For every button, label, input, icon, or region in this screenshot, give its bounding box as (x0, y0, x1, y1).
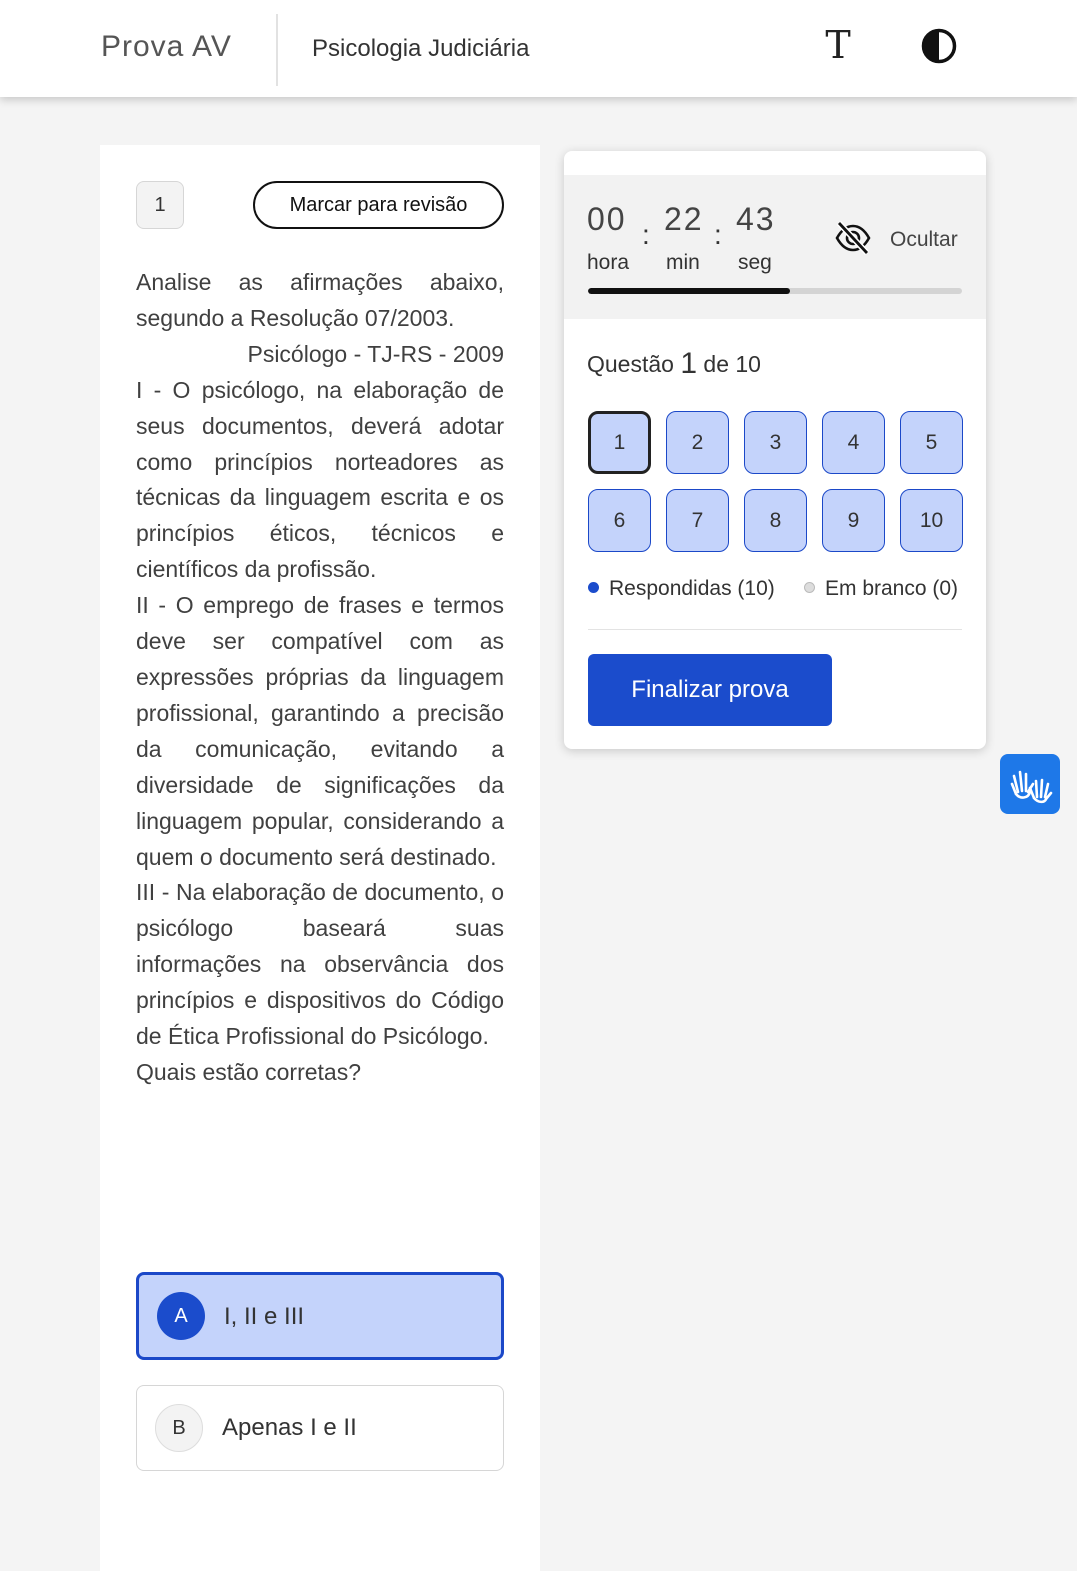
legend-answered (588, 577, 775, 601)
timer-seconds-label: seg (738, 251, 772, 274)
timer-hours-label: hora (587, 251, 630, 274)
option-text: Apenas I e II (222, 1414, 357, 1441)
question-nav-button[interactable]: 1 (588, 411, 651, 474)
sign-language-button[interactable] (1000, 754, 1060, 814)
answer-option-b[interactable] (136, 1385, 504, 1471)
question-nav-button[interactable]: 5 (900, 411, 963, 474)
contrast-icon[interactable] (921, 28, 957, 64)
counter-suffix: de 10 (703, 351, 761, 377)
subject-title: Psicologia Judiciária (312, 35, 530, 62)
question-statement (136, 265, 504, 1091)
timer-minutes-label: min (666, 251, 700, 274)
statement-item: III - Na elaboração de documento, o psicólogo baseará suas informações na observância dos princípios e dispositivos do Código de Ética Profissional do Psicólogo. (136, 879, 504, 1050)
question-number-badge: 1 (136, 181, 184, 229)
legend-answered-label: Respondidas (10) (609, 577, 775, 600)
timer-separator: : (642, 219, 650, 250)
answer-option-a[interactable] (136, 1272, 504, 1360)
timer-minutes: 22 (664, 201, 704, 237)
counter-current: 1 (680, 347, 698, 380)
sign-language-hands-icon (1000, 754, 1060, 814)
answered-dot-icon (588, 582, 599, 593)
brand-title: Prova AV (101, 30, 232, 63)
question-intro: Analise as afirmações abaixo, segundo a Resolução 07/2003. (136, 269, 504, 331)
timer-seconds: 43 (736, 201, 776, 237)
question-source: Psicólogo - TJ-RS - 2009 (247, 340, 504, 367)
statement-item: II - O emprego de frases e termos deve ser compatível com as expressões próprias da linguagem profissional, garantindo a precisão da comunicação, evitando a diversidade de significações da linguagem popular, considerando a quem o documento será destinado. (136, 592, 504, 870)
timer-separator: : (714, 219, 722, 250)
header-divider (276, 14, 278, 86)
top-bar (0, 0, 1077, 97)
time-progress-fill (588, 288, 790, 294)
option-text: I, II e III (224, 1303, 305, 1330)
question-nav-button[interactable]: 3 (744, 411, 807, 474)
question-nav-button[interactable]: 10 (900, 489, 963, 552)
finish-exam-button[interactable]: Finalizar prova (588, 654, 832, 726)
question-nav-button[interactable]: 8 (744, 489, 807, 552)
blank-dot-icon (804, 582, 815, 593)
question-counter (587, 347, 761, 381)
legend-blank-label: Em branco (0) (825, 577, 959, 600)
question-nav-button[interactable]: 6 (588, 489, 651, 552)
question-nav-button[interactable]: 2 (666, 411, 729, 474)
legend-blank (804, 577, 958, 601)
option-letter: B (155, 1404, 203, 1452)
option-letter: A (157, 1292, 205, 1340)
exam-side-panel (564, 151, 986, 749)
question-card (100, 145, 540, 1571)
statement-item: I - O psicólogo, na elaboração de seus documentos, deverá adotar como princípios norteadores as técnicas da linguagem escrita e os princípios éticos, técnicos e científicos da profissão. (136, 376, 504, 583)
question-nav-button[interactable]: 9 (822, 489, 885, 552)
question-nav-button[interactable]: 7 (666, 489, 729, 552)
eye-off-icon[interactable] (834, 219, 872, 257)
counter-prefix: Questão (587, 351, 674, 377)
mark-for-review-button[interactable]: Marcar para revisão (253, 181, 504, 229)
timer (564, 175, 986, 319)
time-progress-bar (588, 288, 962, 294)
timer-hours: 00 (587, 201, 627, 237)
question-prompt: Quais estão corretas? (136, 1058, 362, 1085)
text-size-icon[interactable]: T (825, 23, 851, 67)
question-nav-button[interactable]: 4 (822, 411, 885, 474)
hide-timer-button[interactable]: Ocultar (890, 228, 958, 251)
panel-divider (588, 629, 962, 630)
